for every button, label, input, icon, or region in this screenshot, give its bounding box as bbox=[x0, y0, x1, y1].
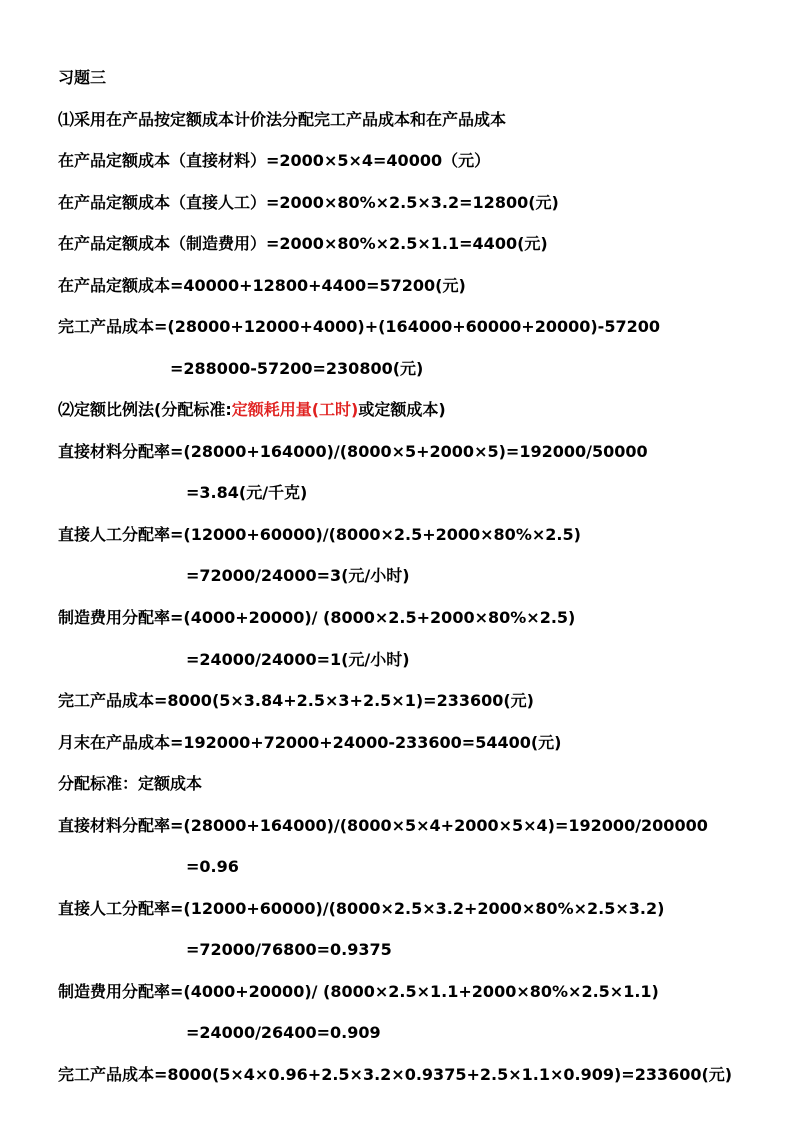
text-line: 在产品定额成本（制造费用）=2000×80%×2.5×1.1=4400(元) bbox=[58, 234, 548, 253]
text-line: =72000/24000=3(元/小时) bbox=[186, 566, 410, 585]
text-line: 在产品定额成本=40000+12800+4400=57200(元) bbox=[58, 276, 466, 295]
text-line: 直接材料分配率=(28000+164000)/(8000×5×4+2000×5×4)=192000/200000 bbox=[58, 816, 708, 835]
text-line: 完工产品成本=(28000+12000+4000)+(164000+60000+20000)-57200 bbox=[58, 317, 660, 336]
text-line: 直接人工分配率=(12000+60000)/(8000×2.5+2000×80%×2.5) bbox=[58, 525, 581, 544]
text-line: =72000/76800=0.9375 bbox=[186, 940, 392, 959]
text-line: 完工产品成本=8000(5×3.84+2.5×3+2.5×1)=233600(元) bbox=[58, 691, 534, 710]
text-line: =0.96 bbox=[186, 857, 239, 876]
text-line: 分配标准：定额成本 bbox=[58, 774, 203, 793]
exercise-title: 习题三 bbox=[58, 68, 107, 87]
text-line: 直接人工分配率=(12000+60000)/(8000×2.5×3.2+2000×80%×2.5×3.2) bbox=[58, 899, 665, 918]
text-line: 完工产品成本=8000(5×4×0.96+2.5×3.2×0.9375+2.5×1.1×0.909)=233600(元) bbox=[58, 1065, 733, 1084]
text-line: 月末在产品成本=192000+72000+24000-233600=54400(元) bbox=[58, 733, 562, 752]
text-line: 在产品定额成本（直接材料）=2000×5×4=40000（元） bbox=[58, 151, 491, 170]
section-1-heading: ⑴采用在产品按定额成本计价法分配完工产品成本和在产品成本 bbox=[58, 110, 507, 129]
highlighted-text: 定额耗用量(工时) bbox=[231, 400, 359, 419]
section-2-prefix: ⑵定额比例法(分配标准: bbox=[58, 400, 232, 419]
text-line: =288000-57200=230800(元) bbox=[170, 359, 424, 378]
text-line: 制造费用分配率=(4000+20000)/ (8000×2.5+2000×80%×2.5) bbox=[58, 608, 576, 627]
section-2-suffix: 或定额成本) bbox=[358, 400, 446, 419]
text-line: 制造费用分配率=(4000+20000)/ (8000×2.5×1.1+2000×80%×2.5×1.1) bbox=[58, 982, 659, 1001]
text-line: =24000/26400=0.909 bbox=[186, 1023, 381, 1042]
text-line: =3.84(元/千克) bbox=[186, 483, 308, 502]
text-line: 直接材料分配率=(28000+164000)/(8000×5+2000×5)=192000/50000 bbox=[58, 442, 648, 461]
text-line: =24000/24000=1(元/小时) bbox=[186, 650, 410, 669]
section-2-heading bbox=[58, 399, 446, 421]
text-line: 在产品定额成本（直接人工）=2000×80%×2.5×3.2=12800(元) bbox=[58, 193, 559, 212]
